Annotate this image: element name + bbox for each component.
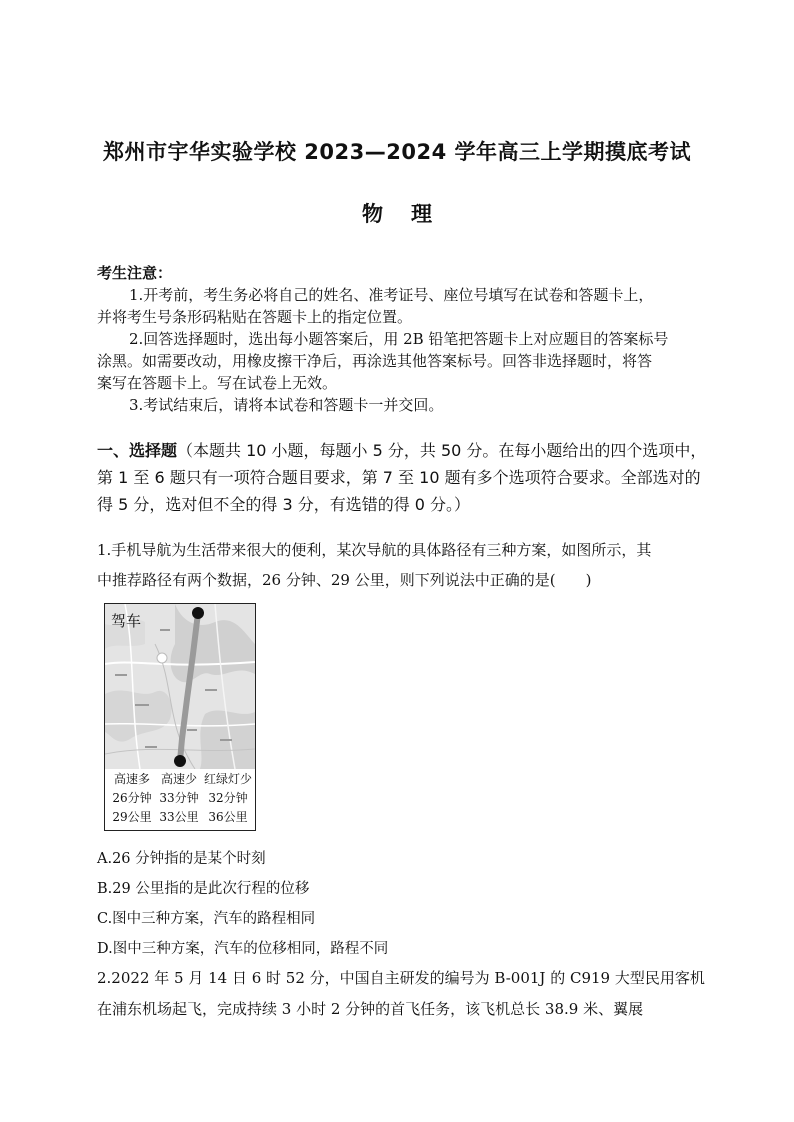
- notice-line: 涂黑。如需要改动，用橡皮擦干净后，再涂选其他答案标号。回答非选择题时，将答: [97, 352, 653, 370]
- route-time: 26分钟: [112, 791, 152, 805]
- question-2-stem: 2.2022 年 5 月 14 日 6 时 52 分，中国自主研发的编号为 B-001J 的 C919 大型民用客机: [97, 969, 705, 987]
- route-option: [156, 770, 202, 827]
- route-name: 高速多: [113, 772, 150, 786]
- question-1-option-c: C.图中三种方案，汽车的路程相同: [97, 911, 316, 927]
- question-2-stem: 在浦东机场起飞，完成持续 3 小时 2 分钟的首飞任务，该飞机总长 38.9 米、翼展: [97, 1000, 644, 1018]
- section-instructions-line: 得 5 分，选对但不全的得 3 分，有选错的得 0 分。）: [97, 495, 471, 514]
- route-time: 33分钟: [159, 791, 199, 805]
- question-1-option-d: D.图中三种方案，汽车的位移相同，路程不同: [97, 941, 389, 957]
- section-label: 一、选择题: [97, 441, 178, 460]
- notice-line: 3.考试结束后，请将本试卷和答题卡一并交回。: [129, 396, 444, 414]
- notice-line: 1.开考前，考生务必将自己的姓名、准考证号、座位号填写在试卷和答题卡上，: [129, 286, 654, 304]
- route-name: 高速少: [160, 772, 197, 786]
- notice-line: 案写在答题卡上。写在试卷上无效。: [97, 374, 338, 392]
- question-1-stem: 1.手机导航为生活带来很大的便利，某次导航的具体路径有三种方案，如图所示，其: [97, 541, 652, 559]
- route-option: [202, 770, 254, 827]
- notice-line: 并将考生号条形码粘贴在答题卡上的指定位置。: [97, 308, 413, 326]
- map-mode-label: 驾车: [111, 612, 142, 630]
- route-option: [109, 770, 155, 827]
- route-distance: 36公里: [208, 810, 248, 824]
- notice-heading: 考生注意：: [97, 264, 173, 282]
- section-instructions: （本题共 10 小题，每题小 5 分，共 50 分。在每小题给出的四个选项中，: [177, 441, 707, 460]
- route-distance: 29公里: [112, 810, 152, 824]
- navigation-map-figure: [104, 603, 256, 831]
- notice-line: 2.回答选择题时，选出每小题答案后，用 2B 铅笔把答题卡上对应题目的答案标号: [129, 330, 669, 348]
- section-instructions-line: 第 1 至 6 题只有一项符合题目要求，第 7 至 10 题有多个选项符合要求。全部选对的: [97, 468, 701, 487]
- route-distance: 33公里: [159, 810, 199, 824]
- route-name: 红绿灯少: [203, 772, 252, 786]
- section-instructions-line: [97, 438, 706, 461]
- subject-title: 物理: [362, 202, 460, 226]
- question-1-stem: 中推荐路径有两个数据，26 分钟、29 公里，则下列说法中正确的是( ): [97, 571, 592, 589]
- route-time: 32分钟: [208, 791, 248, 805]
- exam-title: 郑州市宇华实验学校 2023—2024 学年高三上学期摸底考试: [102, 140, 691, 164]
- question-1-option-b: B.29 公里指的是此次行程的位移: [97, 881, 310, 897]
- question-1-option-a: A.26 分钟指的是某个时刻: [97, 851, 266, 867]
